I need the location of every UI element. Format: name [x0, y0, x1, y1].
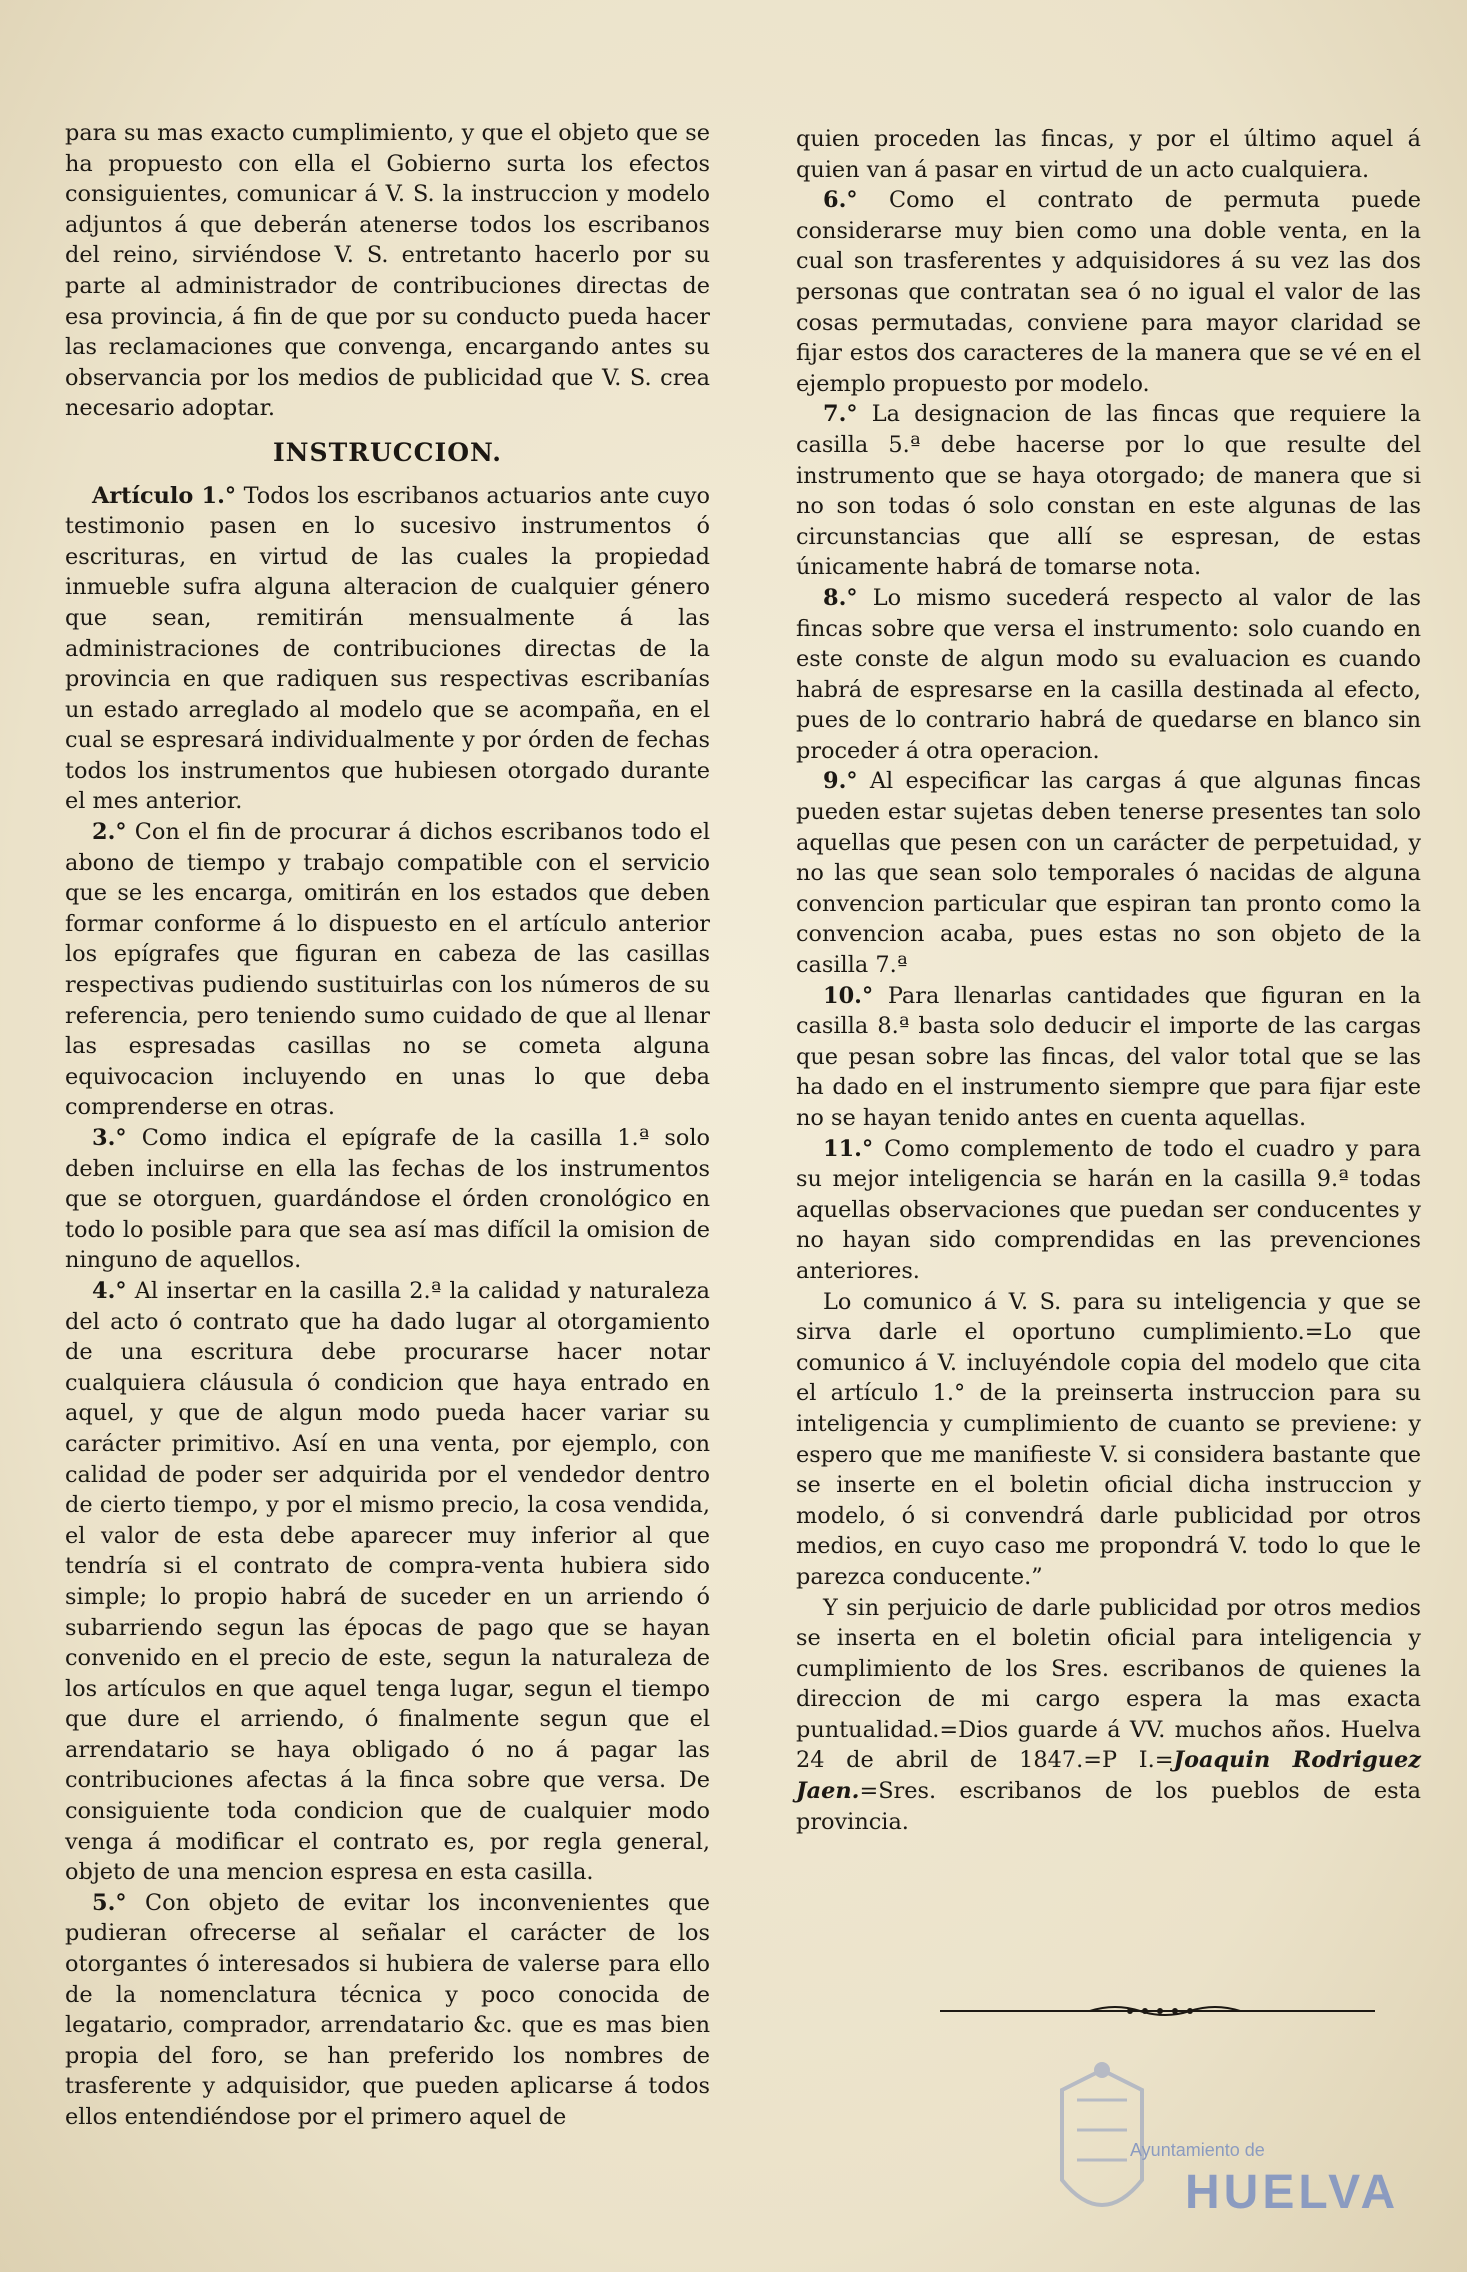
article-9-text: Al especificar las cargas á que algunas fincas pueden estar sujetas deben tenerse presentes tan solo aquellas que pesen con un carácter de perpetuidad, y no las que sean solo temporales ó nacidas de alguna convencion particular que espiran tan pronto como la convencion acaba, pues estas no son objeto de la casilla 7.ª	[796, 768, 1421, 979]
article-9-label: 9.°	[823, 768, 858, 795]
article-7-text: La designacion de las fincas que requiere la casilla 5.ª debe hacerse por lo que resulte del instrumento que se haya otorgado; de manera que si no son todas ó solo constan en este algunas de las circunstancias que allí se espresan, de estas únicamente habrá de tomarse nota.	[796, 401, 1421, 581]
article-1-label: Artículo 1.°	[92, 482, 237, 509]
article-3-text: Como indica el epígrafe de la casilla 1.ª solo deben incluirse en ella las fechas de los instrumentos que se otorguen, guardándose el órden cronológico en todo lo posible para que sea así mas difícil la omision de ninguno de aquellos.	[65, 1125, 710, 1274]
article-11-text: Como complemento de todo el cuadro y para su mejor inteligencia se harán en la casilla 9.ª todas aquellas observaciones que puedan ser conducentes y no hayan sido comprendidas en las prevenciones anteriores.	[796, 1135, 1421, 1284]
article-1-text: Todos los escribanos actuarios ante cuyo testimonio pasen en lo sucesivo instrumentos ó escrituras, en virtud de las cuales la propiedad inmueble sufra alguna alteracion de cualquier género que sean, remitirán mensualmente á las administraciones de contribuciones directas de la provincia en que radiquen sus respectivas escribanías un estado arreglado al modelo que se acompaña, en el cual se espresará individualmente y por órden de fechas todos los instrumentos que hubiesen otorgado durante el mes anterior.	[65, 482, 710, 815]
signature-name: Joaquin Rodriguez Jaen.	[796, 1747, 1421, 1805]
article-9	[796, 766, 1421, 980]
right-column	[796, 124, 1421, 1837]
article-5-text: Con objeto de evitar los inconvenientes que pudieran ofrecerse al señalar el carácter de los otorgantes ó interesados si hubiera de valerse para ello de la nomenclatura técnica y poco conocida de legatario, comprador, arrendatario &c. que es mas bien propia del foro, se han preferido los nombres de trasferente y adquisidor, que pueden aplicarse á todos ellos entendiéndose por el primero aquel de	[65, 1889, 710, 2130]
article-10	[796, 981, 1421, 1134]
closing-paragraph-2-text: Y sin perjuicio de darle publicidad por otros medios se inserta en el boletin oficial para inteligencia y cumplimiento de los Sres. escribanos de quienes la direccion de mi cargo espera la mas exacta puntualidad.=Dios guarde á VV. muchos años. Huelva 24 de abril de 1847.=P I.=	[796, 1594, 1421, 1774]
article-3-label: 3.°	[92, 1125, 127, 1151]
article-2	[65, 817, 710, 1123]
ornamental-rule	[940, 2003, 1375, 2019]
article-7	[796, 399, 1421, 583]
article-11	[796, 1134, 1421, 1287]
article-4	[65, 1276, 710, 1888]
article-2-text: Con el fin de procurar á dichos escribanos todo el abono de tiempo y trabajo compatible con el servicio que se les encarga, omitirán en los estados que deben formar conforme á lo dispuesto en el artículo anterior los epígrafes que figuran en cabeza de las casillas respectivas pudiendo sustituirlas con los números de su referencia, pero teniendo sumo cuidado de que al llenar las espresadas casillas no se cometa alguna equivocacion incluyendo en unas lo que deba comprenderse en otras.	[65, 819, 711, 1121]
left-column	[65, 118, 710, 2133]
closing-paragraph-2	[796, 1593, 1421, 1838]
article-8-label: 8.°	[823, 584, 858, 611]
article-6-text: Como el contrato de permuta puede considerarse muy bien como una doble venta, en la cual son trasferentes y adquisidores á su vez las dos personas que contratan sea ó no igual el valor de las cosas permutadas, conviene para mayor claridad se fijar estos dos caracteres de la manera que se vé en el ejemplo propuesto por modelo.	[796, 187, 1421, 397]
article-6-label: 6.°	[823, 187, 858, 214]
article-4-text: Al insertar en la casilla 2.ª la calidad y naturaleza del acto ó contrato que ha dado lugar al otorgamiento de una escritura debe procurarse hacer notar cualquiera cláusula ó condicion que haya entrado en aquel, y que de algun modo pueda hacer variar su carácter primitivo. Así en una venta, por ejemplo, con calidad de poder ser adquirida por el vendedor dentro de cierto tiempo, y por el mismo precio, la cosa vendida, el valor de esta debe aparecer muy inferior al que tendría si el contrato de compra-venta hubiera sido simple; lo propio habrá de suceder en un arriendo ó subarriendo segun las épocas de pago que se hayan convenido en el precio de este, segun la naturaleza de los artículos en que aquel tenga lugar, segun el tiempo que dure el arriendo, ó finalmente segun que el arrendatario se haya obligado ó no á pagar las contribuciones afectas á la finca sobre que versa. De consiguiente toda condicion que de cualquier modo venga á modificar el contrato es, por regla general, objeto de una mencion espresa en esta casilla.	[65, 1277, 711, 1886]
instruction-title: INSTRUCCION.	[272, 437, 502, 467]
article-7-label: 7.°	[823, 401, 858, 428]
closing-paragraph-1: Lo comunico á V. S. para su inteligencia y que se sirva darle el oportuno cumplimiento.=Lo que comunico á V. incluyéndole copia del modelo que cita el artículo 1.° de la preinserta instruccion para su inteligencia y cumplimiento de cuanto se previene: y espero que me manifieste V. si considera bastante que se inserte en el boletin oficial dicha instruccion y modelo, ó si convendrá darle publicidad por otros medios, en cuyo caso me propondrá V. todo lo que le parezca conducente.”	[796, 1288, 1421, 1590]
article-1	[65, 481, 710, 818]
article-8-text: Lo mismo sucederá respecto al valor de las fincas sobre que versa el instrumento: solo cuando en este conste de algun modo su evaluacion es cuando habrá de espresarse en la casilla destinada al efecto, pues de lo contrario habrá de quedarse en blanco sin proceder á otra operacion.	[796, 584, 1422, 764]
article-5-continuation: quien proceden las fincas, y por el último aquel á quien van á pasar en virtud de un acto cualquiera.	[796, 126, 1421, 183]
watermark-line-1: Ayuntamiento de	[1130, 2140, 1265, 2160]
article-4-label: 4.°	[92, 1277, 127, 1304]
intro-paragraph: para su mas exacto cumplimiento, y que el objeto que se ha propuesto con ella el Gobierno surta los efectos consiguientes, comunicar á V. S. la instruccion y modelo adjuntos á que deberán atenerse todos los escribanos del reino, sirviéndose V. S. entretanto hacerlo por su parte al administrador de contribuciones directas de esa provincia, á fin de que por su conducto pueda hacer las reclamaciones que convenga, encargando antes su observancia por los medios de publicidad que V. S. crea necesario adoptar.	[65, 120, 710, 422]
article-3	[65, 1123, 710, 1276]
article-11-label: 11.°	[823, 1135, 874, 1162]
article-2-label: 2.°	[92, 819, 127, 846]
article-8	[796, 583, 1421, 767]
watermark-line-2: HUELVA	[1185, 2166, 1400, 2219]
article-5	[65, 1888, 710, 2133]
article-6	[796, 185, 1421, 399]
closing-paragraph-3-text: =Sres. escribanos de los pueblos de esta provincia.	[796, 1778, 1421, 1835]
article-10-label: 10.°	[823, 982, 874, 1009]
article-5-label: 5.°	[92, 1889, 127, 1916]
article-10-text: Para llenarlas cantidades que figuran en la casilla 8.ª basta solo deducir el importe de las cargas que pesan sobre las fincas, del valor total que se las ha dado en el instrumento siempre que para fijar este no se hayan tenido antes en cuenta aquellas.	[796, 982, 1421, 1131]
